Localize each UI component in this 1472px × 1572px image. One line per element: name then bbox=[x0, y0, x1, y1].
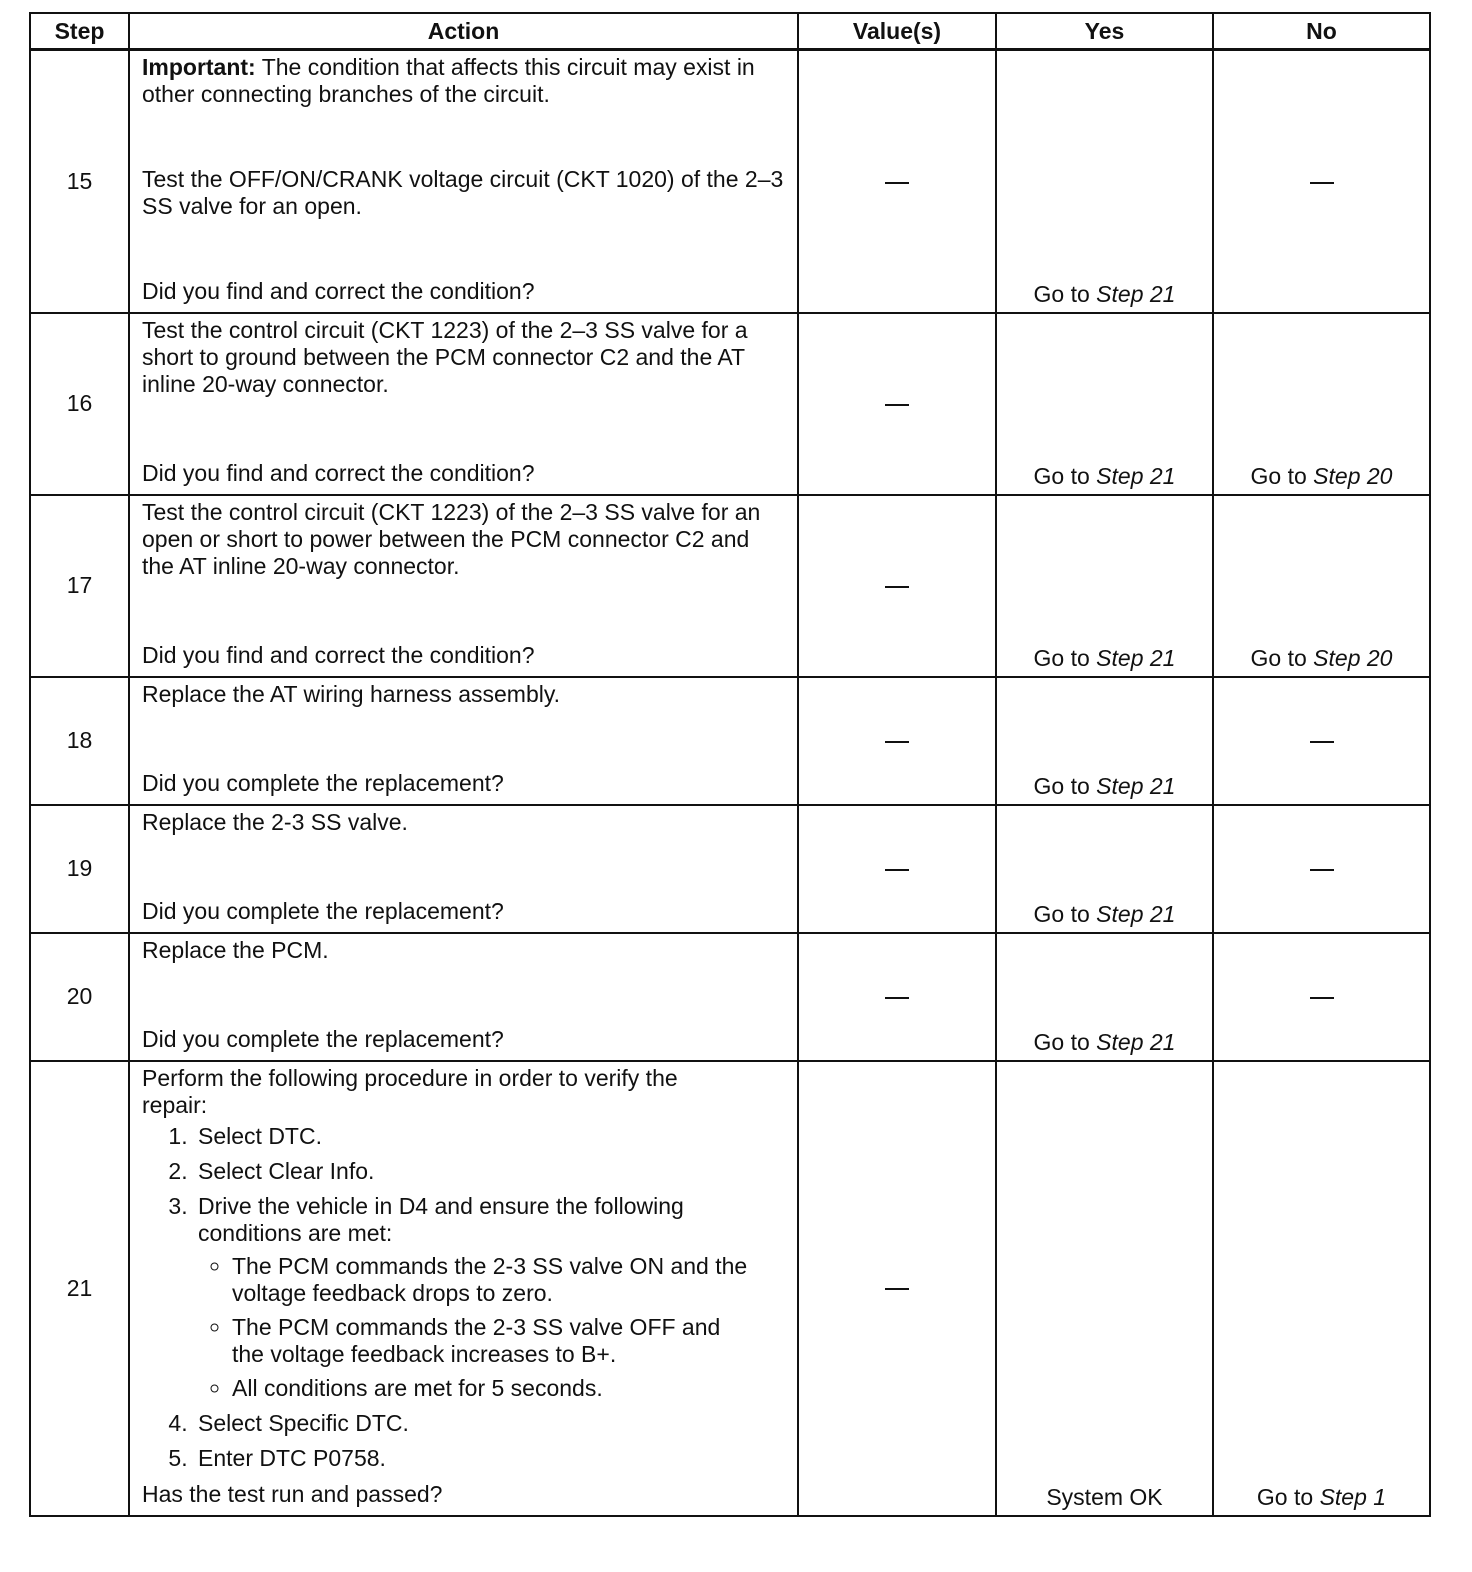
yes-cell bbox=[996, 313, 1213, 495]
no-cell bbox=[1213, 1061, 1430, 1516]
header-yes: Yes bbox=[996, 13, 1213, 50]
step-number: 17 bbox=[30, 495, 129, 677]
no-cell bbox=[1213, 495, 1430, 677]
no-goto bbox=[1214, 1484, 1429, 1511]
question-text: Did you find and correct the condition? bbox=[142, 641, 535, 668]
yes-cell bbox=[996, 495, 1213, 677]
table-row-step-17 bbox=[30, 495, 1430, 677]
condition-item: ◦ The PCM commands the 2-3 SS valve ON and the voltage feedback drops to zero. bbox=[232, 1253, 757, 1307]
yes-cell bbox=[996, 50, 1213, 313]
value-cell bbox=[798, 933, 996, 1061]
condition-item: ◦ The PCM commands the 2-3 SS valve OFF and the voltage feedback increases to B+. bbox=[232, 1314, 757, 1368]
table-row-step-18 bbox=[30, 677, 1430, 805]
step-reference: Step 21 bbox=[1096, 462, 1176, 489]
step-reference: Step 21 bbox=[1096, 280, 1176, 307]
no-goto bbox=[1214, 463, 1429, 490]
value-cell bbox=[798, 677, 996, 805]
step-reference: Step 21 bbox=[1096, 772, 1176, 799]
question-text: Did you find and correct the condition? bbox=[142, 278, 535, 304]
no-cell bbox=[1213, 677, 1430, 805]
header-values: Value(s) bbox=[798, 13, 996, 50]
header-step: Step bbox=[30, 13, 129, 50]
header-action: Action bbox=[129, 13, 798, 50]
dash-mark bbox=[885, 869, 909, 871]
no-cell bbox=[1213, 313, 1430, 495]
yes-goto bbox=[997, 281, 1212, 308]
dash-mark bbox=[885, 1288, 909, 1290]
condition-item: ◦ All conditions are met for 5 seconds. bbox=[232, 1375, 757, 1402]
important-label: Important: bbox=[142, 54, 256, 80]
action-text: Test the control circuit (CKT 1223) of the 2–3 SS valve for an open or short to power between the PCM connector C2 and the AT inline 20-way connector. bbox=[142, 498, 761, 579]
action-cell bbox=[129, 933, 798, 1061]
yes-goto bbox=[997, 1029, 1212, 1056]
step-number: 19 bbox=[30, 805, 129, 933]
yes-cell bbox=[996, 677, 1213, 805]
no-cell bbox=[1213, 933, 1430, 1061]
goto-label: Go to bbox=[1033, 644, 1090, 671]
yes-result: System OK bbox=[1046, 1483, 1163, 1510]
step-reference: Step 21 bbox=[1096, 1028, 1176, 1055]
action-cell bbox=[129, 1061, 798, 1516]
conditions-list bbox=[198, 1253, 757, 1402]
dash-mark bbox=[885, 586, 909, 588]
action-text: Test the control circuit (CKT 1223) of the 2–3 SS valve for a short to ground between the PCM connector C2 and the AT inline 20-way connector. bbox=[142, 316, 748, 397]
step-reference: Step 21 bbox=[1096, 900, 1176, 927]
question-text: Did you find and correct the condition? bbox=[142, 459, 535, 486]
dash-mark bbox=[885, 182, 909, 184]
step-reference: Step 20 bbox=[1313, 462, 1393, 489]
step-reference: Step 21 bbox=[1096, 644, 1176, 671]
diagnostic-table bbox=[29, 12, 1431, 1517]
step-number: 15 bbox=[30, 50, 129, 313]
value-cell bbox=[798, 1061, 996, 1516]
step-reference: Step 1 bbox=[1319, 1483, 1387, 1510]
value-cell bbox=[798, 313, 996, 495]
header-no: No bbox=[1213, 13, 1430, 50]
value-cell bbox=[798, 50, 996, 313]
procedure-item: 2. Select Clear Info. bbox=[194, 1158, 787, 1185]
step-number: 18 bbox=[30, 677, 129, 805]
dash-mark bbox=[1310, 182, 1334, 184]
procedure-list bbox=[142, 1123, 787, 1472]
question-text: Has the test run and passed? bbox=[142, 1480, 443, 1507]
action-text: Test the OFF/ON/CRANK voltage circuit (CKT 1020) of the 2–3 SS valve for an open. bbox=[142, 166, 784, 219]
table-row-step-21 bbox=[30, 1061, 1430, 1516]
step-reference: Step 20 bbox=[1313, 644, 1393, 671]
yes-cell bbox=[996, 1061, 1213, 1516]
yes-goto bbox=[997, 645, 1212, 672]
action-cell bbox=[129, 50, 798, 313]
goto-label: Go to bbox=[1250, 462, 1307, 489]
procedure-intro: Perform the following procedure in order to verify the repair: bbox=[142, 1064, 678, 1118]
question-text: Did you complete the replacement? bbox=[142, 769, 504, 796]
yes-cell bbox=[996, 805, 1213, 933]
step-number: 21 bbox=[30, 1061, 129, 1516]
table-row-step-19 bbox=[30, 805, 1430, 933]
value-cell bbox=[798, 805, 996, 933]
goto-label: Go to bbox=[1033, 280, 1090, 307]
yes-goto bbox=[997, 463, 1212, 490]
table-row-step-15 bbox=[30, 50, 1430, 313]
yes-cell bbox=[996, 933, 1213, 1061]
no-cell bbox=[1213, 805, 1430, 933]
question-text: Did you complete the replacement? bbox=[142, 1025, 504, 1052]
table-row-step-20 bbox=[30, 933, 1430, 1061]
question-text: Did you complete the replacement? bbox=[142, 897, 504, 924]
action-cell bbox=[129, 805, 798, 933]
step-number: 16 bbox=[30, 313, 129, 495]
important-text: The condition that affects this circuit may exist in other connecting branches of the circuit. bbox=[142, 54, 755, 107]
dash-mark bbox=[1310, 741, 1334, 743]
value-cell bbox=[798, 495, 996, 677]
goto-label: Go to bbox=[1250, 644, 1307, 671]
procedure-item: 3. Drive the vehicle in D4 and ensure the following conditions are met: ◦ The PCM commands the 2-3 SS valve ON and the voltage feedback drops to zero. ◦ The PCM commands the 2-3 SS valve OFF and the voltage feedback increases to B+. ◦ All conditions are met for 5 seconds. bbox=[194, 1193, 787, 1402]
action-text: Replace the 2-3 SS valve. bbox=[142, 808, 408, 835]
goto-label: Go to bbox=[1033, 900, 1090, 927]
procedure-item: 5. Enter DTC P0758. bbox=[194, 1445, 787, 1472]
yes-goto bbox=[997, 901, 1212, 928]
goto-label: Go to bbox=[1256, 1483, 1314, 1510]
dash-mark bbox=[1310, 869, 1334, 871]
goto-label: Go to bbox=[1033, 1028, 1090, 1055]
dash-mark bbox=[885, 404, 909, 406]
no-goto bbox=[1214, 645, 1429, 672]
dash-mark bbox=[885, 741, 909, 743]
step-number: 20 bbox=[30, 933, 129, 1061]
dash-mark bbox=[1310, 997, 1334, 999]
goto-label: Go to bbox=[1033, 462, 1090, 489]
dash-mark bbox=[885, 997, 909, 999]
table-row-step-16 bbox=[30, 313, 1430, 495]
goto-label: Go to bbox=[1033, 772, 1090, 799]
action-cell bbox=[129, 313, 798, 495]
action-text: Replace the PCM. bbox=[142, 936, 329, 963]
action-cell bbox=[129, 495, 798, 677]
header-row bbox=[30, 13, 1430, 50]
procedure-item: 1. Select DTC. bbox=[194, 1123, 787, 1150]
action-text: Replace the AT wiring harness assembly. bbox=[142, 680, 561, 707]
action-cell bbox=[129, 677, 798, 805]
procedure-item: 4. Select Specific DTC. bbox=[194, 1410, 787, 1437]
procedure-block bbox=[142, 1065, 787, 1472]
yes-goto bbox=[997, 773, 1212, 800]
no-cell bbox=[1213, 50, 1430, 313]
important-note bbox=[142, 54, 787, 108]
